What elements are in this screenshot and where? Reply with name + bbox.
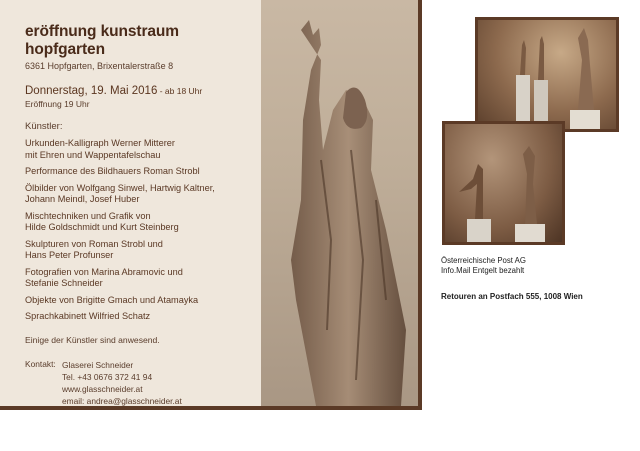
artists-note: Einige der Künstler sind anwesend. (25, 334, 160, 345)
event-title: eröffnung kunstraum hopfgarten (25, 23, 179, 58)
artist-line: Mischtechniken und Grafik von (25, 210, 151, 221)
post-line-1: Österreichische Post AG (441, 256, 526, 265)
artist-entry (25, 183, 260, 206)
contact-block (25, 359, 260, 407)
event-date-line (25, 84, 260, 98)
artist-line: Hans Peter Profunser (25, 250, 114, 260)
contact-email: email: andrea@glasschneider.at (62, 395, 182, 406)
artist-line: Johann Meindl, Josef Huber (25, 194, 140, 204)
artist-line: mit Ehren und Wappentafelschau (25, 149, 161, 160)
artist-line: Hilde Goldschmidt und Kurt Steinberg (25, 222, 179, 232)
invitation-text (25, 23, 260, 407)
artists-label: Künstler: (25, 121, 63, 132)
sculptures-on-pedestals (445, 124, 562, 242)
artist-entry (25, 138, 260, 161)
gallery-photo-bottom (442, 121, 565, 245)
artist-entry (25, 311, 260, 323)
contact-website: www.glasschneider.at (62, 383, 143, 394)
artist-line: Skulpturen von Roman Strobl und (25, 238, 163, 249)
artist-line: Fotografien von Marina Abramovic und (25, 266, 183, 277)
event-time: - ab 18 Uhr (157, 86, 203, 96)
artist-line: Stefanie Schneider (25, 278, 103, 288)
artist-line: Urkunden-Kalligraph Werner Mitterer (25, 138, 175, 148)
contact-phone: Tel. +43 0676 372 41 94 (62, 371, 153, 382)
artist-entry (25, 295, 260, 307)
contact-company: Glaserei Schneider (62, 359, 134, 370)
event-address: 6361 Hopfgarten, Brixentalerstraße 8 (25, 61, 174, 71)
sculptures-on-pedestals (478, 20, 616, 129)
artist-line: Ölbilder von Wolfgang Sinwel, Hartwig Kaltner, (25, 182, 215, 193)
return-address: Retouren an Postfach 555, 1008 Wien (441, 292, 583, 301)
event-opening: Eröffnung 19 Uhr (25, 99, 90, 109)
artist-line: Objekte von Brigitte Gmach und Atamayka (25, 294, 199, 305)
artist-line: Performance des Bildhauers Roman Strobl (25, 166, 200, 176)
artist-entry (25, 166, 260, 178)
artist-entry (25, 239, 260, 262)
post-line-2: Info.Mail Entgelt bezahlt (441, 266, 525, 275)
artist-entry (25, 267, 260, 290)
postage-info (441, 256, 526, 276)
wooden-sculpture-figure (261, 0, 418, 406)
artist-line: Sprachkabinett Wilfried Schatz (25, 311, 151, 321)
sculpture-photo (261, 0, 418, 406)
artist-entry (25, 211, 260, 234)
gallery-photo-top (475, 17, 619, 132)
contact-label: Kontakt: (25, 358, 56, 369)
event-date: Donnerstag, 19. Mai 2016 (25, 85, 158, 97)
